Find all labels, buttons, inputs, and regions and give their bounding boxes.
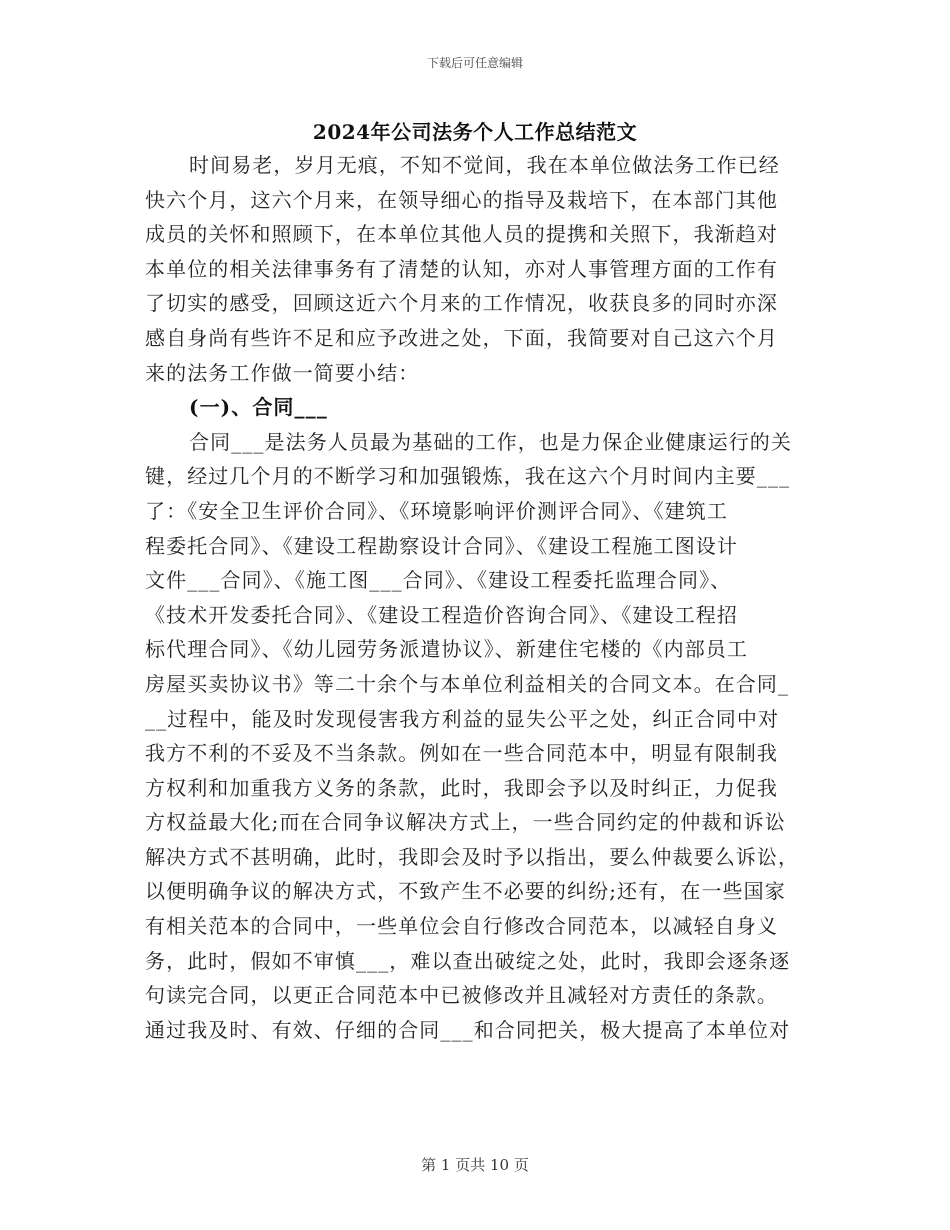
body-line: 解决方式不甚明确，此时，我即会及时予以指出，要么仲裁要么诉讼，	[145, 844, 800, 869]
body-line: 感自身尚有些许不足和应予改进之处，下面，我简要对自己这六个月	[145, 325, 778, 350]
page-header: 下载后可任意编辑	[426, 56, 523, 70]
body-line: 合同___是法务人员最为基础的工作，也是力保企业健康运行的关	[189, 429, 792, 454]
body-line: 有相关范本的合同中，一些单位会自行修改合同范本，以减轻自身义	[145, 914, 778, 939]
body-line: 时间易老，岁月无痕，不知不觉间，我在本单位做法务工作已经	[189, 153, 780, 177]
document-body	[145, 148, 805, 1047]
body-line: 键，经过几个月的不断学习和加强锻炼，我在这六个月时间内主要___	[145, 464, 791, 489]
body-line: 了切实的感受，回顾这近六个月来的工作情况，收获良多的同时亦深	[145, 291, 778, 316]
body-line: 标代理合同》、《幼儿园劳务派遣协议》、新建住宅楼的《内部员工	[145, 637, 748, 662]
body-line: 房屋买卖协议书》等二十余个与本单位利益相关的合同文本。在合同_	[145, 671, 790, 696]
body-line: 务，此时，假如不审慎___，难以查出破绽之处，此时，我即会逐条逐	[145, 948, 791, 973]
body-line: 句读完合同，以更正合同范本中已被修改并且减轻对方责任的条款。	[145, 983, 778, 1008]
body-line: 我方不利的不妥及不当条款。例如在一些合同范本中，明显有限制我	[145, 741, 778, 766]
body-line: 了：《安全卫生评价合同》、《环境影响评价测评合同》、《建筑工	[145, 498, 728, 523]
body-line: 本单位的相关法律事务有了清楚的认知，亦对人事管理方面的工作有	[145, 256, 778, 281]
body-line: 来的法务工作做一简要小结：	[145, 360, 420, 385]
body-line: 文件___合同》、《施工图___合同》、《建设工程委托监理合同》、	[145, 568, 732, 593]
body-line: 方权益最大化;而在合同争议解决方式上，一些合同约定的仲裁和诉讼	[145, 810, 786, 835]
page-footer: 第 1 页共 10 页	[421, 1156, 529, 1174]
section-heading: (一)、合同___	[189, 395, 328, 420]
document-title: 2024年公司法务个人工作总结范文	[312, 120, 638, 144]
body-line: 《技术开发委托合同》、《建设工程造价咨询合同》、《建设工程招	[145, 602, 738, 627]
body-line: 快六个月，这六个月来，在领导细心的指导及栽培下，在本部门其他	[145, 187, 778, 212]
body-line: 程委托合同》、《建设工程勘察设计合同》、《建设工程施工图设计	[145, 533, 738, 558]
body-line: __过程中，能及时发现侵害我方利益的显失公平之处，纠正合同中对	[145, 706, 780, 731]
body-line: 方权利和加重我方义务的条款，此时，我即会予以及时纠正，力促我	[145, 775, 778, 800]
body-line: 以便明确争议的解决方式，不致产生不必要的纠纷;还有，在一些国家	[145, 879, 786, 904]
body-line: 成员的关怀和照顾下，在本单位其他人员的提携和关照下，我渐趋对	[145, 222, 778, 247]
body-line: 通过我及时、有效、仔细的合同___和合同把关，极大提高了本单位对	[145, 1017, 791, 1042]
